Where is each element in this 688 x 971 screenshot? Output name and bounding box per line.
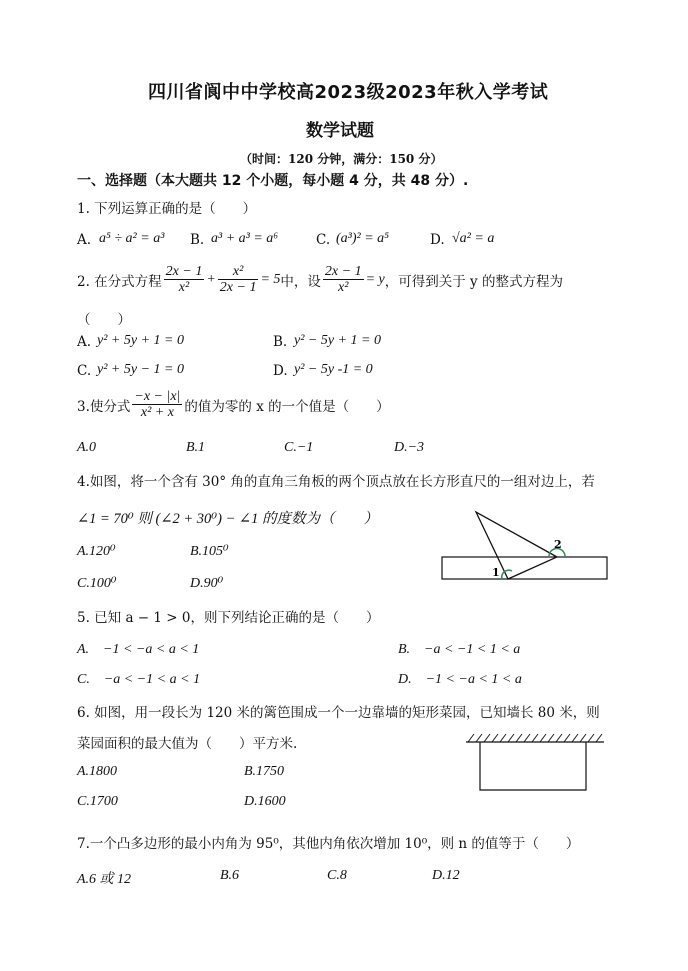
q2-opt-b-label: B. [273, 334, 288, 350]
q2-frac-2-num: x² [218, 264, 259, 280]
q5-opt-d: D. −1 < −a < 1 < a [398, 672, 522, 687]
q3-opt-b: B.1 [186, 440, 206, 455]
q5-opt-c: C. −a < −1 < a < 1 [77, 672, 201, 687]
q2-stem-a: 2. 在分式方程 [77, 273, 162, 290]
q4-opt-a: A.120⁰ [77, 544, 116, 559]
q2-plus: + [206, 271, 216, 287]
angle-2-label: 2 [554, 538, 562, 551]
q1-opt-b: a³ + a³ = a⁶ [211, 231, 279, 246]
q2-opt-d-label: D. [273, 363, 288, 379]
q3-stem [77, 389, 390, 420]
q2-stem [77, 264, 563, 295]
q6-stem-b: 菜园面积的最大值为（ ）平方米. [77, 736, 298, 752]
q2-opt-d: y² − 5y ‑1 = 0 [294, 362, 373, 377]
q2-opt-c: y² + 5y − 1 = 0 [97, 362, 184, 377]
q4-opt-b: B.105⁰ [190, 544, 229, 559]
q1-opt-b-label: B. [190, 232, 205, 248]
q2-paren: （ ） [77, 312, 131, 328]
q3-opt-a: A.0 [77, 440, 97, 455]
q6-opt-b: B.1750 [244, 764, 285, 779]
q2-mid: 中，设 [280, 273, 321, 290]
q6-figure [462, 728, 612, 796]
triangle-plate [476, 512, 557, 579]
q2-frac-2 [218, 264, 259, 295]
q1-opt-a: a⁵ ÷ a² = a³ [99, 231, 165, 246]
q7-stem: 7.一个凸多边形的最小内角为 95⁰，其他内角依次增加 10⁰，则 n 的值等于（ ） [77, 836, 580, 852]
q5-opt-a: A. −1 < −a < a < 1 [77, 642, 200, 657]
page-title: 四川省阆中中学校高2023级2023年秋入学考试 [148, 82, 549, 103]
q3-frac-num: −x − |x| [134, 389, 181, 404]
q6-opt-d: D.1600 [244, 794, 286, 809]
q2-frac-3-den: x² [338, 280, 349, 295]
q2-frac-2-den: 2x − 1 [219, 280, 257, 295]
section-heading: 一、选择题（本大题共 12 个小题，每小题 4 分，共 48 分）. [77, 173, 469, 189]
wall-hatching [468, 734, 602, 742]
q1-opt-d-label: D. [430, 232, 445, 248]
q2-stem-b: ，可得到关于 y 的整式方程为 [384, 273, 563, 290]
q3-frac-den: x² + x [140, 405, 174, 420]
exam-meta: （时间：120 分钟，满分：150 分） [240, 152, 443, 166]
q3-stem-b: 的值为零的 x 的一个值是（ ） [184, 398, 390, 415]
q7-opt-b: B.6 [220, 868, 240, 883]
q5-opt-b: B. −a < −1 < 1 < a [398, 642, 521, 657]
q1-opt-c-label: C. [316, 232, 331, 248]
q2-opt-a: y² + 5y + 1 = 0 [97, 333, 184, 348]
q2-frac-1 [164, 264, 205, 295]
q2-frac-3 [323, 264, 364, 295]
q4-figure [440, 508, 610, 586]
q2-opt-a-label: A. [77, 334, 92, 350]
q1-opt-a-label: A. [77, 232, 92, 248]
q7-opt-d: D.12 [432, 868, 460, 883]
angle-1-label: 1 [492, 566, 500, 579]
q4-opt-c: C.100⁰ [77, 576, 117, 591]
q6-opt-c: C.1700 [77, 794, 118, 809]
q2-frac-3-num: 2x − 1 [324, 264, 362, 279]
q4-stem-b: ∠1 = 70⁰ 则 (∠2 + 30⁰) − ∠1 的度数为（ ） [77, 511, 378, 527]
q7-opt-a: A.6 或 12 [77, 872, 132, 887]
q3-stem-a: 3.使分式 [77, 398, 131, 415]
q2-opt-b: y² − 5y + 1 = 0 [294, 333, 381, 348]
q5-stem: 5. 已知 a − 1 > 0，则下列结论正确的是（ ） [77, 610, 380, 626]
ruler-rect [442, 557, 607, 579]
q3-opt-c: C.−1 [284, 440, 314, 455]
q3-opt-d: D.−3 [394, 440, 425, 455]
q4-stem-a: 4.如图，将一个含有 30° 角的直角三角板的两个顶点放在长方形直尺的一组对边上，若 [77, 474, 595, 490]
q1-stem: 1. 下列运算正确的是（ ） [77, 201, 257, 217]
q2-frac-1-num: 2x − 1 [165, 264, 203, 279]
q2-opt-c-label: C. [77, 363, 92, 379]
q6-stem-a: 6. 如图，用一段长为 120 米的篱笆围成一个一边靠墙的矩形菜园，已知墙长 80 米，则 [77, 705, 600, 721]
q2-eq5: = 5 [260, 271, 281, 287]
q1-opt-d: √a² = a [452, 231, 495, 246]
q3-frac [132, 389, 182, 420]
q2-eqy: = y [365, 271, 385, 287]
garden-fence [480, 742, 586, 790]
q2-frac-1-den: x² [178, 280, 190, 295]
page-subtitle: 数学试题 [306, 121, 374, 141]
q1-opt-c: (a³)² = a⁵ [336, 231, 390, 246]
q4-opt-d: D.90⁰ [190, 576, 224, 591]
q6-opt-a: A.1800 [77, 764, 118, 779]
q7-opt-c: C.8 [327, 868, 347, 883]
